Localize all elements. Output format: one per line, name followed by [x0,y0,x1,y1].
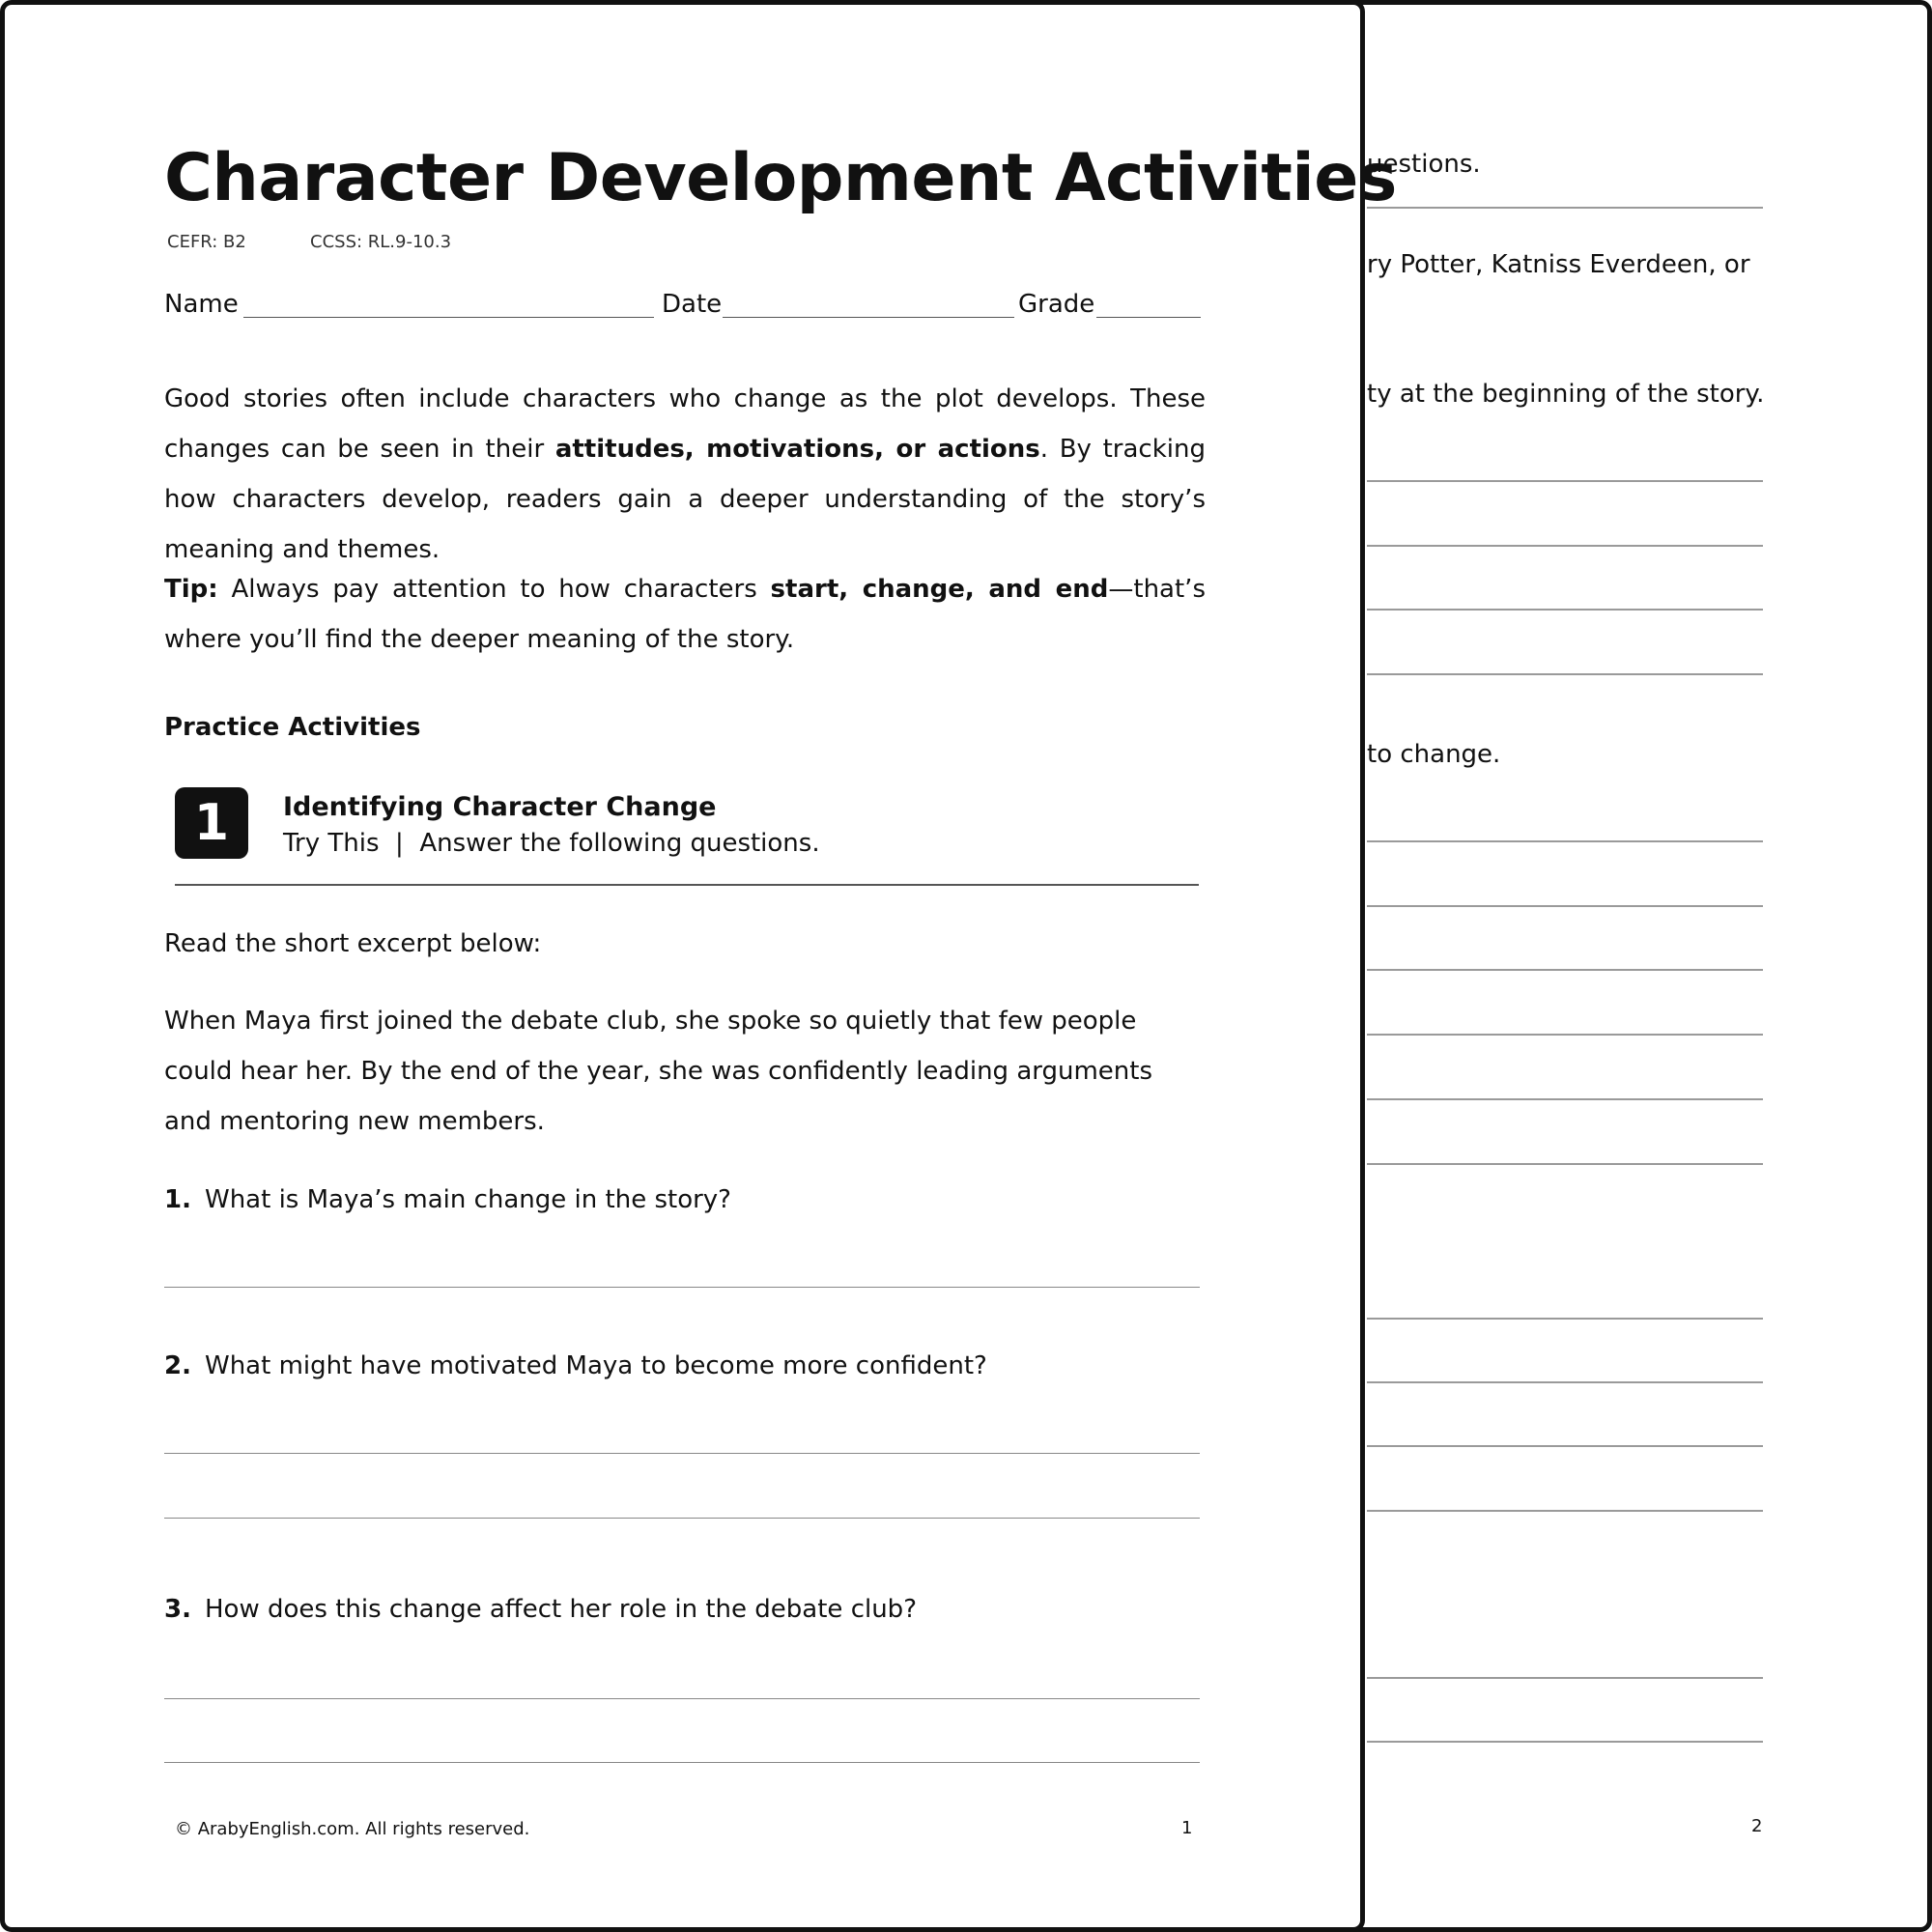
grade-label: Grade [1018,290,1095,319]
divider [175,884,1199,886]
activity-number-badge: 1 [175,787,248,859]
intro-paragraph: Good stories often include characters who change as the plot develops. These changes can be seen in their attitudes, motivations, or actions. By tracking how characters develop, readers gain a deeper understanding of the story’s meaning and themes. [164,384,1206,564]
excerpt-intro: Read the short excerpt below: [164,929,542,958]
page2-text-fragment: uestions. [1367,150,1481,179]
copyright-footer: © ArabyEnglish.com. All rights reserved. [175,1819,530,1839]
question-text: How does this change affect her role in the debate club? [205,1595,917,1624]
date-field[interactable] [723,317,1014,318]
page2-text-fragment: ry Potter, Katniss Everdeen, or [1367,250,1750,279]
page-number: 2 [1751,1816,1763,1836]
answer-line[interactable] [164,1762,1200,1763]
page2-text-fragment: to change. [1367,740,1501,769]
name-field[interactable] [243,317,654,318]
answer-line [1367,480,1763,482]
emphasis-text: attitudes, motivations, or actions [554,435,1040,464]
answer-line [1367,673,1763,675]
answer-line [1367,609,1763,611]
question-number: 2. [164,1351,191,1380]
question-2 [164,1351,987,1380]
answer-line[interactable] [164,1518,1200,1519]
ccss-standard: CCSS: RL.9-10.3 [310,232,452,252]
section-heading: Practice Activities [164,713,421,742]
cefr-level: CEFR: B2 [167,232,246,252]
page-number: 1 [1181,1818,1193,1838]
question-text: What is Maya’s main change in the story? [205,1185,731,1214]
answer-line [1367,1034,1763,1036]
question-number: 3. [164,1595,191,1624]
name-label: Name [164,290,239,319]
answer-line [1367,905,1763,907]
question-number: 1. [164,1185,191,1214]
answer-line [1367,1510,1763,1512]
answer-line [1367,1318,1763,1320]
answer-line [1367,1741,1763,1743]
tip-label: Tip: [164,575,218,604]
emphasis-text: start, change, and end [770,575,1109,604]
question-3 [164,1595,917,1624]
excerpt-paragraph: When Maya first joined the debate club, she spoke so quietly that few people could hear her. By the end of the year, she was confidently leading arguments and mentoring new members. [164,1007,1153,1136]
page2-text-fragment: ty at the beginning of the story. [1367,380,1765,409]
answer-line [1367,840,1763,842]
tip-paragraph: Tip: Always pay attention to how characters start, change, and end—that’s where you’ll find the deeper meaning of the story. [164,575,1206,654]
answer-line [1367,1677,1763,1679]
answer-line [1367,545,1763,547]
answer-line[interactable] [164,1698,1200,1699]
page-title: Character Development Activities [164,140,1397,216]
activity-instructions: Try This | Answer the following questions. [283,829,820,858]
answer-line [1367,969,1763,971]
grade-field[interactable] [1096,317,1201,318]
answer-line [1367,1381,1763,1383]
activity-title: Identifying Character Change [283,792,717,822]
answer-line[interactable] [164,1287,1200,1288]
answer-line [1367,207,1763,209]
question-text: What might have motivated Maya to become more confident? [205,1351,987,1380]
answer-line[interactable] [164,1453,1200,1454]
question-1 [164,1185,731,1214]
answer-line [1367,1163,1763,1165]
answer-line [1367,1098,1763,1100]
answer-line [1367,1445,1763,1447]
date-label: Date [662,290,723,319]
